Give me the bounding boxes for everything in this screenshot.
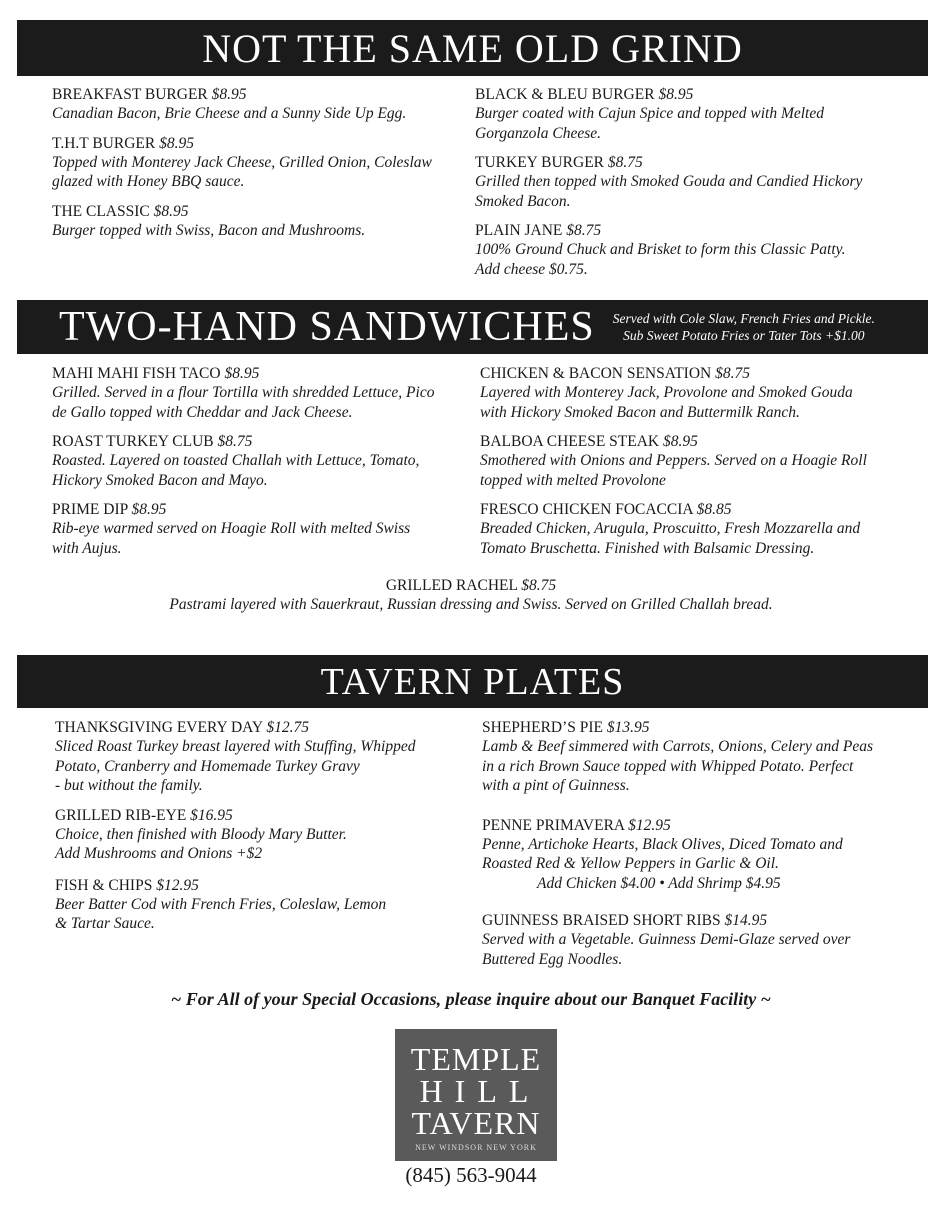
item-price: $8.95 (153, 202, 189, 220)
item-name-line (52, 500, 459, 519)
item-name-line (55, 718, 440, 737)
item-description (52, 153, 462, 192)
item-name: CHICKEN & BACON SENSATION (480, 365, 712, 382)
item-price: $8.75 (566, 222, 602, 239)
item-name: GUINNESS BRAISED SHORT RIBS (482, 912, 721, 929)
menu-column-right (480, 364, 898, 568)
section-title: TAVERN PLATES (320, 660, 625, 703)
item-name: FRESCO CHICKEN FOCACCIA (480, 501, 693, 518)
item-price: $12.95 (628, 816, 671, 834)
item-price: $8.95 (663, 433, 698, 450)
item-price: $8.85 (696, 501, 732, 518)
item-price: $8.95 (131, 501, 167, 518)
item-description-line: topped with melted Provolone (480, 471, 666, 489)
item-description (55, 895, 440, 934)
item-name: THANKSGIVING EVERY DAY (55, 719, 263, 736)
item-name: BLACK & BLEU BURGER (475, 86, 655, 103)
item-name: GRILLED RACHEL (385, 577, 518, 594)
item-description (475, 240, 893, 279)
item-description (480, 451, 898, 490)
item-price: $8.75 (607, 154, 643, 171)
item-description (52, 519, 459, 558)
item-description-line: Add cheese $0.75. (475, 260, 588, 278)
item-description-line: Roasted Red & Yellow Peppers in Garlic & Oil. (482, 855, 779, 872)
item-name: SHEPHERD’S PIE (482, 719, 604, 736)
item-description-line: in a rich Brown Sauce topped with Whipped Potato. Perfect (482, 757, 854, 775)
section-note (613, 310, 875, 344)
item-name: FISH & CHIPS (55, 876, 153, 894)
item-name-line (52, 364, 459, 383)
logo-line: TAVERN (411, 1105, 541, 1141)
item-description-line: Smothered with Onions and Peppers. Served on a Hoagie Roll (480, 452, 867, 469)
item-description-line: with Hickory Smoked Bacon and Buttermilk Ranch. (480, 403, 800, 421)
menu-column-left (52, 85, 462, 250)
item-price: $12.75 (266, 719, 310, 736)
item-name-line (55, 876, 440, 895)
item-name-line (0, 576, 942, 595)
item-description-line: Penne, Artichoke Hearts, Black Olives, Diced Tomato and (482, 835, 843, 853)
menu-item (482, 718, 900, 796)
item-description-line: Burger topped with Swiss, Bacon and Mushrooms. (52, 221, 366, 239)
menu-column-right (475, 85, 893, 289)
item-description (480, 519, 898, 558)
section-title: NOT THE SAME OLD GRIND (202, 25, 743, 71)
item-name-line (55, 806, 440, 825)
item-name: TURKEY BURGER (475, 154, 605, 171)
item-name: T.H.T BURGER (52, 134, 156, 152)
section-note-line: Served with Cole Slaw, French Fries and Pickle. (612, 311, 875, 326)
item-description: Pastrami layered with Sauerkraut, Russian dressing and Swiss. Served on Grilled Challah bread. (169, 596, 773, 613)
item-name: PENNE PRIMAVERA (482, 816, 625, 834)
section-title: TWO-HAND SANDWICHES (59, 304, 595, 350)
item-description (482, 930, 900, 969)
item-description-line: & Tartar Sauce. (55, 915, 155, 932)
item-description-line: Canadian Bacon, Brie Cheese and a Sunny Side Up Egg. (52, 105, 407, 122)
item-name-line (482, 718, 900, 737)
item-description-line: Grilled. Served in a flour Tortilla with shredded Lettuce, Pico (52, 384, 435, 401)
menu-item (480, 432, 898, 490)
item-name: PRIME DIP (52, 501, 128, 518)
menu-column-right (482, 718, 900, 979)
item-description-line: Gorganzola Cheese. (475, 124, 601, 142)
item-description-line: Burger coated with Cajun Spice and topped with Melted (475, 105, 824, 122)
item-description-line: glazed with Honey BBQ sauce. (52, 173, 245, 190)
section-note-line: Sub Sweet Potato Fries or Tater Tots +$1.00 (623, 328, 865, 343)
item-description-line: 100% Ground Chuck and Brisket to form this Classic Patty. (475, 241, 846, 258)
item-name-line (480, 500, 898, 519)
item-price: $8.95 (658, 86, 694, 103)
banquet-note: ~ For All of your Special Occasions, please inquire about our Banquet Facility ~ (171, 989, 771, 1009)
item-name-line (482, 911, 900, 930)
item-description-line: Add Mushrooms and Onions +$2 (55, 845, 263, 862)
item-description-line: Served with a Vegetable. Guinness Demi-Glaze served over (482, 931, 851, 948)
item-name-line (480, 364, 898, 383)
item-description (482, 737, 900, 796)
item-price: $8.75 (715, 365, 750, 382)
item-name: GRILLED RIB-EYE (55, 806, 187, 824)
menu-column-left (52, 364, 459, 568)
logo-tagline: NEW WINDSOR NEW YORK (415, 1143, 537, 1152)
item-description (52, 221, 462, 241)
menu-item (55, 806, 440, 864)
section-banner-burgers (17, 20, 928, 76)
menu-item (52, 85, 462, 124)
item-description (52, 383, 459, 422)
item-name: MAHI MAHI FISH TACO (52, 365, 221, 382)
menu-item (52, 202, 462, 241)
item-price: $8.95 (159, 134, 194, 152)
item-price: $8.95 (211, 86, 247, 103)
item-name-line (482, 816, 900, 835)
item-description-line: - but without the family. (55, 777, 203, 794)
phone-number: (845) 563-9044 (405, 1163, 537, 1187)
item-description-line: de Gallo topped with Cheddar and Jack Cheese. (52, 403, 353, 421)
menu-item (55, 718, 440, 796)
item-description-line: Choice, then finished with Bloody Mary Butter. (55, 825, 347, 843)
item-price: $14.95 (724, 912, 768, 929)
item-description-line: Rib-eye warmed served on Hoagie Roll with melted Swiss (52, 520, 411, 537)
logo-line: HILL (419, 1073, 541, 1109)
item-description-line: Grilled then topped with Smoked Gouda and Candied Hickory (475, 173, 863, 190)
item-name-line (52, 432, 459, 451)
item-description-line: Smoked Bacon. (475, 192, 571, 210)
item-name: BREAKFAST BURGER (52, 86, 208, 103)
item-price: $13.95 (606, 719, 650, 736)
item-description-line: with a pint of Guinness. (482, 777, 630, 794)
item-name-line (475, 153, 893, 172)
menu-item (480, 364, 898, 422)
item-name-line (52, 202, 462, 221)
logo-line: TEMPLE (410, 1041, 542, 1077)
menu-item (52, 134, 462, 192)
item-name: ROAST TURKEY CLUB (52, 433, 214, 450)
item-description (480, 383, 898, 422)
menu-item (52, 364, 459, 422)
menu-item (480, 500, 898, 558)
item-description (475, 104, 893, 143)
menu-item (55, 876, 440, 934)
menu-item (482, 911, 900, 969)
item-description (52, 104, 462, 124)
item-description-line: Potato, Cranberry and Homemade Turkey Gravy (55, 757, 360, 775)
item-name-line (52, 85, 462, 104)
section-banner-sandwiches (17, 300, 928, 354)
item-description-line: Add Chicken $4.00 • Add Shrimp $4.95 (537, 874, 781, 892)
item-description-line: Hickory Smoked Bacon and Mayo. (52, 471, 268, 489)
item-description-line: Breaded Chicken, Arugula, Proscuitto, Fresh Mozzarella and (480, 520, 861, 537)
item-description-line: Layered with Monterey Jack, Provolone and Smoked Gouda (480, 384, 853, 401)
item-price: $8.95 (224, 365, 260, 382)
menu-item (475, 153, 893, 211)
menu-item (52, 432, 459, 490)
item-description (52, 451, 459, 490)
item-description-line: Sliced Roast Turkey breast layered with Stuffing, Whipped (55, 738, 416, 755)
item-price: $16.95 (190, 806, 233, 824)
menu-column-left (55, 718, 440, 944)
item-price: $8.75 (521, 577, 557, 594)
item-price: $12.95 (156, 876, 199, 894)
item-description-line: Tomato Bruschetta. Finished with Balsamic Dressing. (480, 539, 815, 557)
menu-item (475, 221, 893, 279)
item-name: THE CLASSIC (52, 202, 150, 220)
item-description (55, 825, 440, 864)
menu-item (475, 85, 893, 143)
item-description (475, 172, 893, 211)
item-price: $8.75 (217, 433, 253, 450)
menu-item (52, 500, 459, 558)
item-name-line (52, 134, 462, 153)
item-description-line: Beer Batter Cod with French Fries, Coleslaw, Lemon (55, 895, 387, 913)
item-description (55, 737, 440, 796)
item-description-line: Lamb & Beef simmered with Carrots, Onions, Celery and Peas (482, 738, 874, 755)
section-banner-plates (17, 655, 928, 708)
item-name: BALBOA CHEESE STEAK (480, 433, 660, 450)
item-description-line: with Aujus. (52, 539, 122, 557)
item-description-line: Topped with Monterey Jack Cheese, Grilled Onion, Coleslaw (52, 153, 432, 171)
item-name-line (475, 221, 893, 240)
item-description-line: Roasted. Layered on toasted Challah with Lettuce, Tomato, (52, 452, 420, 469)
menu-item (482, 816, 900, 894)
item-description (482, 835, 900, 894)
item-name-line (475, 85, 893, 104)
item-name: PLAIN JANE (475, 222, 563, 239)
menu-item-centered (0, 576, 942, 615)
item-name-line (480, 432, 898, 451)
item-description-line: Buttered Egg Noodles. (482, 950, 623, 968)
tavern-logo (395, 1029, 557, 1161)
